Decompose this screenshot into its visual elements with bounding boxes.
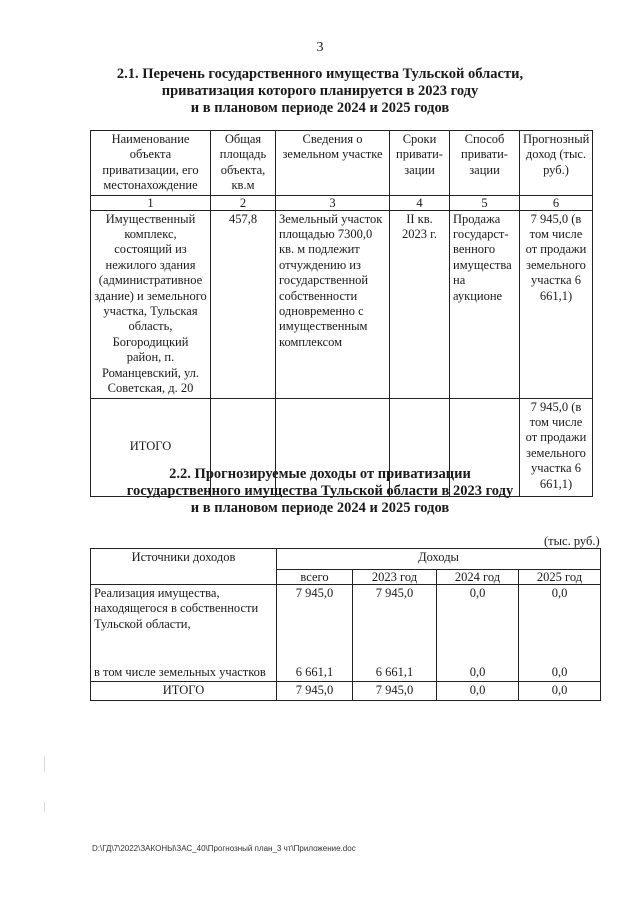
- privatization-list-table: [90, 130, 593, 497]
- land-info-cell: Земельный участок площадью 7300,0 кв. м подлежит отчуждению из государственной собственности одновременно с имущественным комплексом: [276, 210, 390, 398]
- column-number-row: [91, 195, 593, 210]
- object-area-cell: 457,8: [211, 210, 276, 398]
- column-number: 6: [520, 195, 593, 210]
- table-header-row: [91, 549, 601, 570]
- section-2-title-line: и в плановом периоде 2024 и 2025 годов: [190, 500, 450, 516]
- total-label: ИТОГО: [91, 398, 211, 496]
- header-cell-method: Способ привати-зации: [450, 131, 520, 196]
- sub-value: 0,0: [551, 664, 568, 679]
- income-cell: 7 945,0 (в том числе от продажи земельного участка 6 661,1): [520, 210, 593, 398]
- column-number: 5: [450, 195, 520, 210]
- units-label: (тыс. руб.): [544, 534, 600, 548]
- value-cell-2023: [353, 585, 437, 682]
- header-cell-name: Наименование объекта приватизации, его местонахождение: [91, 131, 211, 196]
- subheader-2024: 2024 год: [437, 570, 519, 585]
- column-number: 1: [91, 195, 211, 210]
- main-value: 0,0: [469, 586, 486, 600]
- file-path-footer: D:\ГД\7\2022\ЗАКОНЫ\ЗАС_40\Прогнозный план_3 чт\Приложение.doc: [92, 844, 356, 853]
- section-2-title-line: государственного имущества Тульской области в 2023 году: [126, 483, 514, 499]
- total-value: 0,0: [519, 682, 601, 701]
- header-cell-source: Источники доходов: [91, 549, 277, 585]
- subheader-2023: 2023 год: [353, 570, 437, 585]
- source-main-label: Реализация имущества, находящегося в собственности Тульской области,: [94, 586, 259, 631]
- header-cell-term: Сроки привати-зации: [390, 131, 450, 196]
- header-cell-income: Доходы: [277, 549, 601, 570]
- main-value: 0,0: [551, 586, 568, 600]
- term-cell: II кв. 2023 г.: [390, 210, 450, 398]
- subheader-total: всего: [277, 570, 353, 585]
- main-value: 7 945,0: [375, 586, 414, 600]
- page-number: 3: [316, 40, 324, 55]
- header-cell-area: Общая площадь объекта, кв.м: [211, 131, 276, 196]
- value-cell-total: [277, 585, 353, 682]
- column-number: 4: [390, 195, 450, 210]
- scan-mark: [44, 756, 45, 772]
- section-2-title-line: 2.2. Прогнозируемые доходы от приватизации: [169, 466, 471, 482]
- section-1-title-line: и в плановом периоде 2024 и 2025 годов: [190, 100, 450, 116]
- value-cell-2025: [519, 585, 601, 682]
- subheader-2025: 2025 год: [519, 570, 601, 585]
- header-cell-income: Прогнозный доход (тыс. руб.): [520, 131, 593, 196]
- sub-value: 6 661,1: [295, 664, 334, 679]
- section-2-title: [0, 466, 640, 517]
- total-value: 7 945,0: [353, 682, 437, 701]
- object-name-cell: Имущественный комплекс, состоящий из нежилого здания (административное здание) и земельного участка, Тульская область, Богородицкий район, п. Романцевский, ул. Советская, д. 20: [91, 210, 211, 398]
- sub-value: 0,0: [469, 664, 486, 679]
- income-forecast-table: [90, 548, 601, 701]
- section-1-title: [0, 66, 640, 117]
- source-sub-label: в том числе земельных участков: [94, 664, 266, 679]
- total-income-cell: 7 945,0 (в том числе от продажи земельного участка 6 661,1): [520, 398, 593, 496]
- column-number: 2: [211, 195, 276, 210]
- header-cell-land: Сведения о земельном участке: [276, 131, 390, 196]
- sub-value: 6 661,1: [375, 664, 414, 679]
- total-row: [91, 682, 601, 701]
- source-cell: [91, 585, 277, 682]
- scan-mark: [44, 802, 45, 812]
- total-value: 0,0: [437, 682, 519, 701]
- section-1-title-line: 2.1. Перечень государственного имущества Тульской области,: [116, 66, 524, 82]
- table-header-row: [91, 131, 593, 196]
- total-value: 7 945,0: [277, 682, 353, 701]
- column-number: 3: [276, 195, 390, 210]
- main-value: 7 945,0: [295, 586, 334, 600]
- table-row: [91, 585, 601, 682]
- method-cell: Продажа государст-венного имущества на аукционе: [450, 210, 520, 398]
- table-row: [91, 210, 593, 398]
- section-1-title-line: приватизация которого планируется в 2023 году: [161, 83, 479, 99]
- total-label: ИТОГО: [91, 682, 277, 701]
- value-cell-2024: [437, 585, 519, 682]
